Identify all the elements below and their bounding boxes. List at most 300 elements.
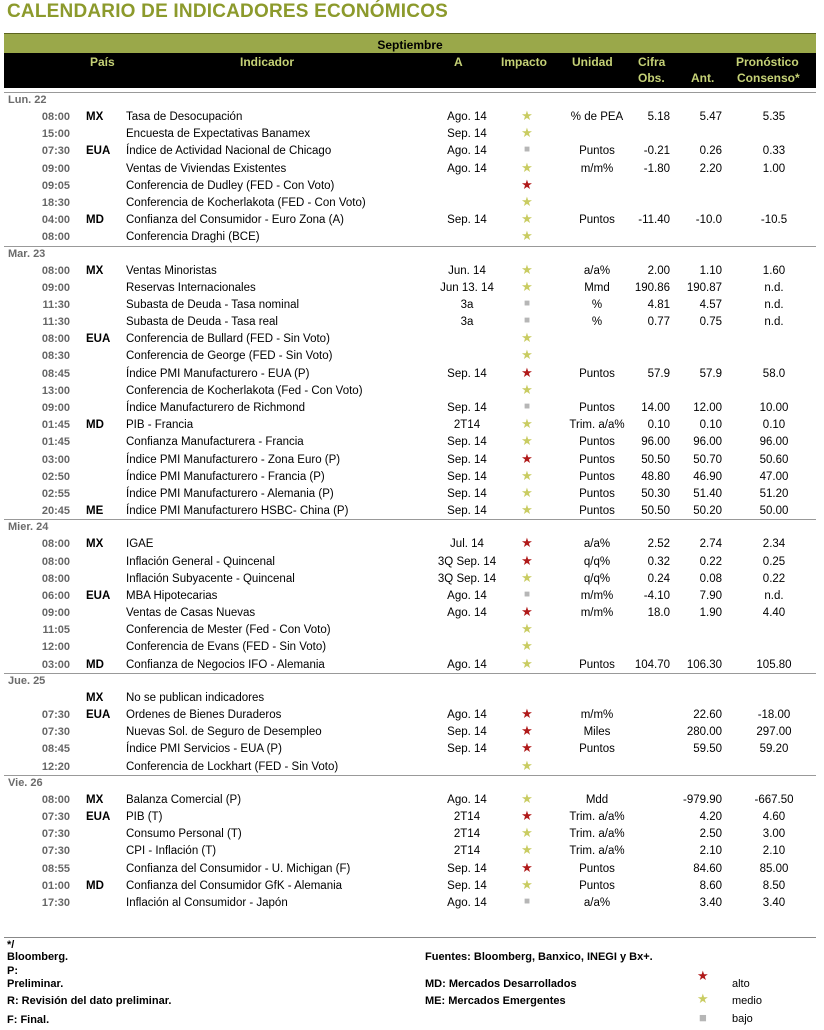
table-row [4,570,816,587]
red-star-icon: ★ [521,552,533,568]
table-row [4,553,816,570]
table-row [4,313,816,330]
event-indicator: No se publican indicadores [126,691,265,704]
event-period: Jul. 14 [450,538,484,551]
table-row [4,211,816,228]
event-previous: 0.10 [699,419,722,432]
event-time: 08:45 [41,367,70,380]
day-header: Jue. 25 [4,673,816,689]
table-row [4,160,816,177]
table-row [4,638,816,655]
yellow-star-icon: ★ [521,416,533,432]
event-time: 01:00 [41,879,70,892]
yellow-star-icon: ★ [521,569,533,585]
event-unit: m/m% [580,162,614,175]
event-period: Sep. 14 [447,505,487,518]
table-row [4,656,816,673]
event-period: Sep. 14 [447,487,487,500]
yellow-star-icon: ★ [521,502,533,518]
yellow-star-icon: ★ [521,825,533,841]
header-indicador: Indicador [240,55,295,69]
event-period: 3Q Sep. 14 [437,555,497,568]
event-consensus: 1.60 [762,264,786,277]
table-row [4,228,816,245]
table-row [4,791,816,808]
event-observed: 0.24 [647,572,670,585]
event-unit: q/q% [583,555,611,568]
event-time: 09:05 [41,179,70,192]
table-row [4,842,816,859]
event-consensus: n.d. [764,589,784,602]
event-previous: 22.60 [693,709,722,721]
event-previous: 46.90 [693,470,722,483]
event-time: 07:30 [41,726,70,739]
event-observed: 18.0 [647,607,670,620]
event-time: 12:20 [41,760,70,773]
event-consensus: 0.22 [762,572,786,585]
gray-square-icon: ■ [523,895,531,907]
footnote-me: ME: Mercados Emergentes [425,995,566,1007]
event-period: Sep. 14 [447,743,487,756]
gray-square-icon: ■ [523,297,531,309]
event-previous: 4.20 [699,810,722,823]
event-previous: -10.0 [695,214,722,227]
event-period: Sep. 14 [447,402,487,414]
event-unit: Mmd [584,281,610,294]
event-time: 09:00 [41,607,70,620]
event-period: Sep. 14 [447,470,487,483]
table-row [4,433,816,450]
yellow-star-icon: ★ [521,433,533,449]
red-star-icon: ★ [521,859,533,875]
event-indicator: Reservas Internacionales [126,281,256,294]
event-consensus: -667.50 [754,793,794,806]
event-time: 06:00 [41,589,70,602]
event-consensus: 59.20 [759,743,789,756]
event-consensus: 85.00 [759,862,789,875]
event-previous: 12.00 [693,402,722,414]
event-observed: 50.50 [641,453,670,466]
event-country: MX [86,538,104,551]
event-consensus: 105.80 [756,658,792,671]
table-row [4,485,816,502]
event-time: 08:00 [41,555,70,568]
table-row [4,177,816,194]
event-previous: 106.30 [686,658,722,671]
event-period: Ago. 14 [447,111,487,123]
calendar-table [4,92,816,911]
event-unit: % [591,298,603,311]
event-observed: 0.10 [647,419,670,432]
event-unit: Puntos [579,487,615,500]
month-header: Septiembre [4,33,816,54]
event-previous: 2.10 [699,845,722,858]
event-indicator: Conferencia de George (FED - Sin Voto) [126,350,333,363]
event-time: 08:30 [41,350,70,363]
event-indicator: PIB (T) [126,810,163,823]
event-previous: 84.60 [693,862,722,875]
header-pronostico: Pronóstico [736,55,799,69]
event-observed: 104.70 [634,658,670,671]
page-title: CALENDARIO DE INDICADORES ECONÓMICOS [7,1,449,22]
table-row [4,894,816,911]
event-indicator: Índice PMI Manufacturero - Alemania (P) [126,487,334,500]
event-indicator: Consumo Personal (T) [126,828,242,841]
event-time: 08:00 [41,111,70,123]
event-consensus: 50.60 [759,453,789,466]
table-row [4,468,816,485]
event-country: EUA [86,145,111,158]
event-indicator: PIB - Francia [126,419,194,432]
event-consensus: 58.0 [762,367,786,380]
event-country: MD [86,879,104,892]
event-observed: 57.9 [647,367,670,380]
event-previous: 7.90 [699,589,722,602]
event-indicator: Índice PMI Manufacturero HSBC- China (P) [126,505,349,518]
event-period: Sep. 14 [447,128,487,141]
event-time: 07:30 [41,810,70,823]
event-unit: q/q% [583,572,611,585]
legend-yellow-star-icon: ★ [697,991,709,1006]
gray-square-icon: ■ [523,588,531,600]
event-indicator: Confianza de Negocios IFO - Alemania [126,658,325,671]
footnote-revision: R: Revisión del dato preliminar. [7,995,172,1007]
event-previous: 0.22 [699,555,722,568]
event-period: Ago. 14 [447,793,487,806]
event-previous: 1.10 [699,264,722,277]
event-previous: 2.74 [699,538,722,551]
yellow-star-icon: ★ [521,228,533,244]
event-time: 03:00 [41,658,70,671]
event-observed: 2.52 [647,538,670,551]
event-previous: 8.60 [699,879,722,892]
event-period: Sep. 14 [447,214,487,227]
yellow-star-icon: ★ [521,467,533,483]
event-time: 11:30 [42,316,70,329]
event-period: Jun 13. 14 [440,281,494,294]
event-period: 3Q Sep. 14 [437,572,497,585]
header-unidad: Unidad [572,55,613,69]
event-indicator: Subasta de Deuda - Tasa nominal [126,298,300,311]
footnote-final: F: Final. [7,1014,50,1026]
event-previous: 51.40 [693,487,722,500]
red-star-icon: ★ [521,176,533,192]
event-observed: 2.00 [647,264,670,277]
event-observed: -1.80 [643,162,670,175]
red-star-icon: ★ [521,364,533,380]
red-star-icon: ★ [521,604,533,620]
event-unit: Miles [583,726,611,739]
footnote-preliminar: Preliminar. [7,978,64,990]
event-indicator: Índice Manufacturero de Richmond [126,402,305,414]
event-period: Sep. 14 [447,436,487,449]
yellow-star-icon: ★ [521,638,533,654]
table-row [4,416,816,433]
event-indicator: Encuesta de Expectativas Banamex [126,128,311,141]
event-indicator: Inflación Subyacente - Quincenal [126,572,295,585]
event-period: 3a [460,298,474,311]
yellow-star-icon: ★ [521,125,533,141]
event-country: EUA [86,333,111,346]
event-time: 08:00 [41,333,70,346]
day-header: Lun. 22 [4,92,816,108]
event-unit: Puntos [579,470,615,483]
table-row [4,142,816,159]
header-consenso: Consenso* [737,71,800,85]
event-country: EUA [86,709,111,721]
yellow-star-icon: ★ [521,790,533,806]
event-consensus: 4.40 [762,607,786,620]
event-period: Ago. 14 [447,896,487,909]
event-unit: Puntos [579,743,615,756]
event-time: 08:45 [41,743,70,756]
yellow-star-icon: ★ [521,876,533,892]
event-time: 09:00 [41,281,70,294]
event-unit: a/a% [583,896,611,909]
yellow-star-icon: ★ [521,757,533,773]
event-time: 17:30 [41,896,70,909]
event-indicator: Inflación General - Quincenal [126,555,275,568]
gray-square-icon: ■ [523,401,531,412]
event-previous: 4.57 [699,298,722,311]
red-star-icon: ★ [521,807,533,823]
event-period: Ago. 14 [447,658,487,671]
table-row [4,194,816,211]
event-indicator: Índice PMI Manufacturero - Zona Euro (P) [126,453,341,466]
event-country: MD [86,214,104,227]
yellow-star-icon: ★ [521,347,533,363]
header-obs: Obs. [638,71,665,85]
event-country: EUA [86,589,111,602]
event-country: MX [86,691,104,704]
event-consensus: 2.10 [762,845,786,858]
event-time: 08:00 [41,231,70,244]
column-headers [4,53,816,88]
event-indicator: Nuevas Sol. de Seguro de Desempleo [126,726,322,739]
event-time: 07:30 [41,828,70,841]
event-period: 2T14 [453,845,481,858]
header-a: A [454,55,463,69]
event-previous: 57.9 [699,367,722,380]
event-previous: 280.00 [686,726,722,739]
event-previous: 0.75 [699,316,722,329]
event-time: 09:00 [41,402,70,414]
event-unit: Puntos [579,214,615,227]
event-time: 08:00 [41,264,70,277]
event-previous: -979.90 [682,793,722,806]
table-row [4,758,816,775]
event-observed: 0.32 [647,555,670,568]
event-consensus: n.d. [764,316,784,329]
event-consensus: 10.00 [759,402,789,414]
event-previous: 96.00 [693,436,722,449]
event-indicator: Subasta de Deuda - Tasa real [126,316,278,329]
yellow-star-icon: ★ [521,278,533,294]
event-time: 07:30 [41,845,70,858]
event-time: 07:30 [41,145,70,158]
event-observed: -4.10 [643,589,670,602]
event-period: Ago. 14 [447,589,487,602]
event-indicator: Confianza Manufacturera - Francia [126,436,304,449]
table-row [4,262,816,279]
event-consensus: 2.34 [762,538,786,551]
event-observed: 48.80 [641,470,670,483]
table-row [4,706,816,723]
yellow-star-icon: ★ [521,159,533,175]
event-period: Sep. 14 [447,726,487,739]
event-unit: % de PEA [570,111,624,123]
table-row [4,860,816,877]
event-indicator: Índice PMI Manufacturero - Francia (P) [126,470,325,483]
table-row [4,399,816,416]
event-time: 20:45 [41,505,70,518]
event-unit: % [591,316,603,329]
table-row [4,689,816,706]
day-header: Mier. 24 [4,519,816,535]
event-period: Sep. 14 [447,879,487,892]
event-previous: 2.50 [699,828,722,841]
table-row [4,587,816,604]
event-period: Ago. 14 [447,162,487,175]
day-header: Mar. 23 [4,246,816,262]
event-country: ME [86,505,104,518]
event-period: Sep. 14 [447,453,487,466]
table-row [4,621,816,638]
footnote-bloomberg: Bloomberg. [7,951,69,963]
table-row [4,296,816,313]
red-star-icon: ★ [521,706,533,721]
event-indicator: Conferencia de Kocherlakota (Fed - Con Voto) [126,384,363,397]
footnote-md: MD: Mercados Desarrollados [425,978,577,990]
event-consensus: 1.00 [762,162,786,175]
event-indicator: Confianza del Consumidor - U. Michigan (F) [126,862,351,875]
event-unit: Puntos [579,453,615,466]
event-previous: 5.47 [699,111,722,123]
red-star-icon: ★ [521,723,533,739]
event-time: 04:00 [41,214,70,227]
event-consensus: 0.25 [762,555,786,568]
event-indicator: CPI - Inflación (T) [126,845,217,858]
event-indicator: Índice PMI Manufacturero - EUA (P) [126,367,310,380]
legend-bajo-label: bajo [732,1013,753,1025]
event-country: EUA [86,810,111,823]
event-indicator: Balanza Comercial (P) [126,793,242,806]
event-indicator: IGAE [126,538,154,551]
event-country: MD [86,658,104,671]
event-consensus: n.d. [764,298,784,311]
event-consensus: 51.20 [759,487,789,500]
event-observed: 0.77 [647,316,670,329]
day-header: Vie. 26 [4,775,816,791]
event-time: 02:50 [41,470,70,483]
event-period: 2T14 [453,810,481,823]
event-indicator: Inflación al Consumidor - Japón [126,896,288,909]
event-period: Ago. 14 [447,607,487,620]
footnote-p: P: [7,965,18,977]
event-time: 08:55 [41,862,70,875]
event-country: MX [86,264,104,277]
event-previous: 50.70 [693,453,722,466]
event-previous: 190.87 [686,281,722,294]
event-unit: m/m% [580,709,614,721]
legend-red-star-icon: ★ [697,968,709,983]
event-unit: Trim. a/a% [569,810,625,823]
event-observed: 5.18 [647,111,670,123]
event-unit: Puntos [579,862,615,875]
event-unit: a/a% [583,264,611,277]
event-indicator: Índice de Actividad Nacional de Chicago [126,145,332,158]
table-row [4,808,816,825]
event-indicator: Ordenes de Bienes Duraderos [126,709,282,721]
event-unit: Puntos [579,145,615,158]
event-consensus: 4.60 [762,810,786,823]
event-period: 3a [460,316,474,329]
table-row [4,382,816,399]
event-time: 08:00 [41,538,70,551]
yellow-star-icon: ★ [521,261,533,277]
event-observed: 50.50 [641,505,670,518]
red-star-icon: ★ [521,450,533,466]
event-indicator: Confianza del Consumidor - Euro Zona (A) [126,214,344,227]
table-row [4,108,816,125]
legend-gray-square-icon: ■ [699,1010,707,1025]
event-previous: 50.20 [693,505,722,518]
header-pais: País [90,55,115,69]
yellow-star-icon: ★ [521,655,533,671]
header-impacto: Impacto [501,55,548,69]
event-observed: -11.40 [638,214,670,227]
event-time: 07:30 [41,709,70,721]
table-row [4,723,816,740]
event-consensus: 8.50 [762,879,786,892]
event-indicator: Ventas de Viviendas Existentes [126,162,287,175]
legend-alto-label: alto [732,978,750,990]
event-period: 2T14 [453,419,481,432]
footnote-asterisk: */ [7,939,15,951]
table-row [4,877,816,894]
footer-divider [4,937,816,938]
table-row [4,125,816,142]
event-unit: Puntos [579,436,615,449]
event-consensus: 50.00 [759,505,789,518]
event-consensus: 47.00 [759,470,789,483]
event-time: 01:45 [41,436,70,449]
event-previous: 0.26 [699,145,722,158]
event-period: 2T14 [453,828,481,841]
event-indicator: Confianza del Consumidor GfK - Alemania [126,879,343,892]
table-row [4,740,816,757]
event-indicator: Índice PMI Servicios - EUA (P) [126,743,282,756]
header-ant: Ant. [691,71,715,85]
event-consensus: 96.00 [759,436,789,449]
event-previous: 1.90 [699,607,722,620]
event-unit: Trim. a/a% [569,828,625,841]
event-consensus: -10.5 [760,214,788,227]
event-indicator: Ventas de Casas Nuevas [126,607,256,620]
event-observed: 96.00 [641,436,670,449]
event-indicator: MBA Hipotecarias [126,589,218,602]
event-indicator: Conferencia de Dudley (FED - Con Voto) [126,179,335,192]
event-country: MX [86,793,104,806]
event-indicator: Tasa de Desocupación [126,111,243,123]
event-time: 03:00 [41,453,70,466]
event-time: 09:00 [41,162,70,175]
event-consensus: 5.35 [762,111,786,123]
event-previous: 2.20 [699,162,722,175]
event-time: 18:30 [41,196,70,209]
gray-square-icon: ■ [523,144,531,156]
yellow-star-icon: ★ [521,108,533,123]
